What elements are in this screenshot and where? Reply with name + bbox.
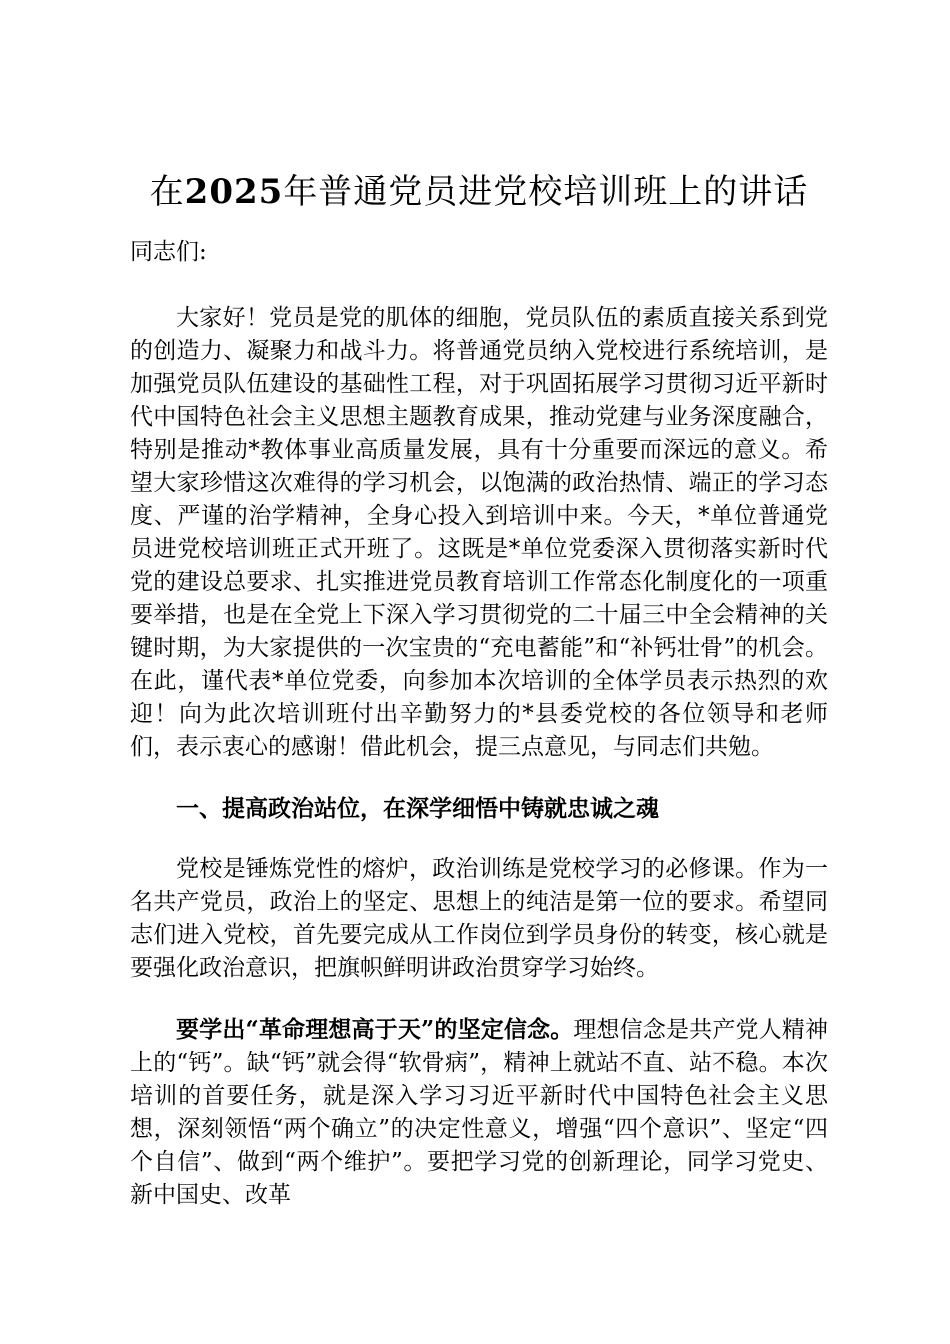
- title-prefix: 在: [149, 172, 185, 212]
- paragraph-body: 理想信念是共产党人精神上的“钙”。缺“钙”就会得“软骨病”，精神上就站不直、站不稳。本次培训的首要任务，就是深入学习习近平新时代中国特色社会主义思想，深刻领悟“两个确立”的决定性意义，增强“四个意识”、坚定“四个自信”、做到“两个维护”。要把学习党的创新理论，同学习党史、新中国史、改革: [130, 1017, 828, 1208]
- paragraph-section-1-point-1: [130, 1013, 828, 1212]
- title-year: 2025: [184, 172, 284, 212]
- document-title: [130, 168, 828, 216]
- salutation: 同志们:: [130, 239, 207, 265]
- paragraph-section-1: 党校是锤炼党性的熔炉，政治训练是党校学习的必修课。作为一名共产党员，政治上的坚定、思想上的纯洁是第一位的要求。希望同志们进入党校，首先要完成从工作岗位到学员身份的转变，核心就是要强化政治意识，把旗帜鲜明讲政治贯穿学习始终。: [130, 856, 828, 981]
- paragraph-lead: 要学出“革命理想高于天”的坚定信念。: [176, 1016, 574, 1043]
- title-suffix: 年普通党员进党校培训班上的讲话: [283, 172, 809, 212]
- section-heading-1: 一、提高政治站位，在深学细悟中铸就忠诚之魂: [176, 795, 659, 822]
- paragraph-intro: 大家好！党员是党的肌体的细胞，党员队伍的素质直接关系到党的创造力、凝聚力和战斗力。将普通党员纳入党校进行系统培训，是加强党员队伍建设的基础性工程，对于巩固拓展学习贯彻习近平新时代中国特色社会主义思想主题教育成果，推动党建与业务深度融合，特别是推动*教体事业高质量发展，具有十分重要而深远的意义。希望大家珍惜这次难得的学习机会，以饱满的政治热情、端正的学习态度、严谨的治学精神，全身心投入到培训中来。今天，*单位普通党员进党校培训班正式开班了。这既是*单位党委深入贯彻落实新时代党的建设总要求、扎实推进党员教育培训工作常态化制度化的一项重要举措，也是在全党上下深入学习贯彻党的二十届三中全会精神的关键时期，为大家提供的一次宝贵的“充电蓄能”和“补钙壮骨”的机会。在此，谨代表*单位党委，向参加本次培训的全体学员表示热烈的欢迎！向为此次培训班付出辛勤努力的*县委党校的各位领导和老师们，表示衷心的感谢！借此机会，提三点意见，与同志们共勉。: [130, 305, 828, 760]
